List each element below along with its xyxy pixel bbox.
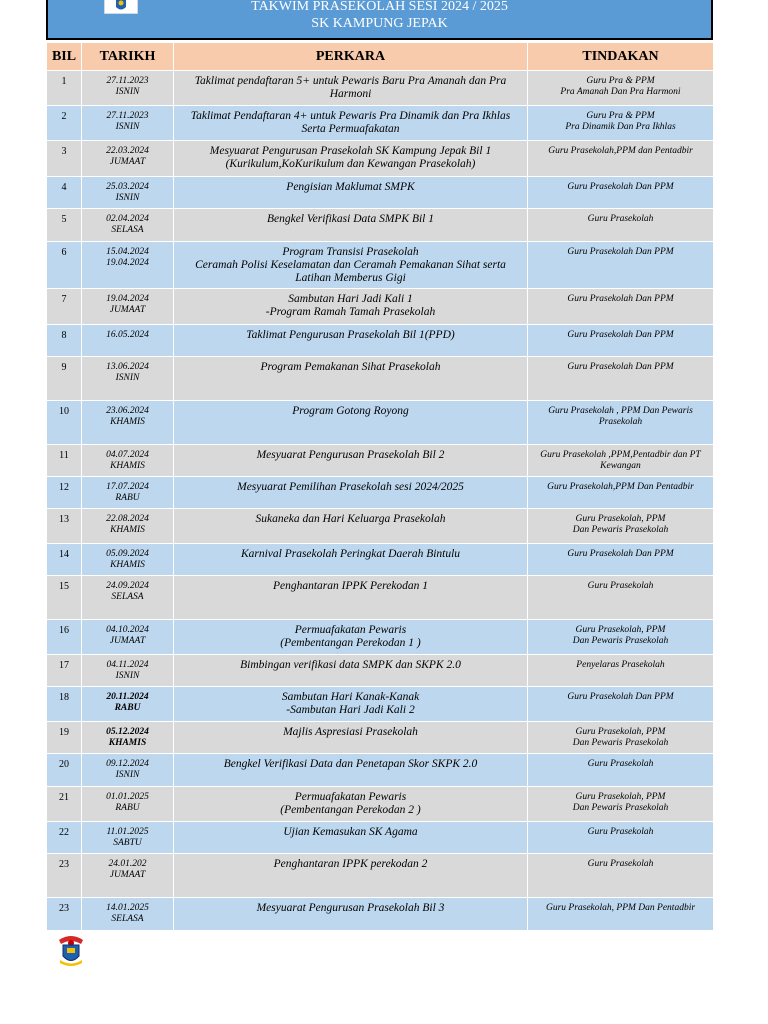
row-perkara-cell bbox=[174, 854, 528, 898]
row-date: 16.05.2024 bbox=[106, 330, 149, 340]
col-header-perkara: PERKARA bbox=[174, 43, 528, 71]
row-number: 8 bbox=[47, 325, 82, 357]
row-date-cell bbox=[82, 71, 174, 106]
row-perkara-line: Program Pemakanan Sihat Prasekolah bbox=[260, 361, 441, 373]
row-number: 17 bbox=[47, 655, 82, 687]
row-perkara-cell bbox=[174, 620, 528, 655]
row-perkara-cell bbox=[174, 722, 528, 754]
row-perkara-line: Penghantaran IPPK perekodan 2 bbox=[273, 858, 428, 870]
row-perkara-line: Sambutan Hari Kanak-Kanak bbox=[281, 691, 420, 703]
row-perkara-line: Ujian Kemasukan SK Agama bbox=[283, 826, 418, 838]
row-tindakan-line: Guru Prasekolah,PPM dan Pentadbir bbox=[548, 146, 693, 156]
row-date-cell bbox=[82, 898, 174, 931]
row-tindakan-line: Guru Prasekolah ,PPM,Pentadbir dan PT bbox=[540, 450, 701, 460]
row-day: KHAMIS bbox=[110, 417, 145, 427]
row-date-cell bbox=[82, 289, 174, 325]
row-day: ISNIN bbox=[115, 770, 140, 780]
row-date: 02.04.2024 bbox=[106, 214, 149, 224]
row-tindakan-cell bbox=[528, 754, 714, 787]
row-perkara-line: Penghantaran IPPK Perekodan 1 bbox=[272, 580, 429, 592]
row-perkara-cell bbox=[174, 754, 528, 787]
row-perkara-cell bbox=[174, 509, 528, 544]
row-perkara-line: Program Gotong Royong bbox=[292, 405, 409, 417]
row-tindakan-line: Dan Pewaris Prasekolah bbox=[572, 525, 669, 535]
table-row bbox=[47, 325, 714, 357]
row-tindakan-cell bbox=[528, 209, 714, 242]
row-tindakan-cell bbox=[528, 401, 714, 445]
row-tindakan-line: Guru Prasekolah, PPM bbox=[575, 514, 666, 524]
row-perkara-cell bbox=[174, 477, 528, 509]
row-number: 23 bbox=[47, 854, 82, 898]
row-perkara-line: Sukaneka dan Hari Keluarga Prasekolah bbox=[255, 513, 446, 525]
row-number: 4 bbox=[47, 177, 82, 209]
row-date-cell bbox=[82, 854, 174, 898]
row-date-cell bbox=[82, 177, 174, 209]
row-tindakan-line: Dan Pewaris Prasekolah bbox=[572, 738, 669, 748]
row-tindakan-cell bbox=[528, 722, 714, 754]
row-tindakan-line: Guru Prasekolah bbox=[587, 759, 654, 769]
row-date-cell bbox=[82, 106, 174, 141]
row-date: 24.01.202 bbox=[108, 859, 147, 869]
row-number: 19 bbox=[47, 722, 82, 754]
row-tindakan-line: Penyelaras Prasekolah bbox=[576, 660, 665, 670]
row-perkara-line: (Pembentangan Perekodan 1 ) bbox=[280, 637, 421, 649]
row-perkara-line: Permuafakatan Pewaris bbox=[294, 791, 407, 803]
row-date-cell bbox=[82, 477, 174, 509]
row-number: 5 bbox=[47, 209, 82, 242]
row-tindakan-line: Guru Prasekolah Dan PPM bbox=[567, 692, 674, 702]
row-tindakan-cell bbox=[528, 242, 714, 289]
table-row bbox=[47, 576, 714, 620]
schedule-table bbox=[46, 42, 714, 931]
row-date: 20.11.2024 bbox=[106, 692, 149, 702]
row-date-cell bbox=[82, 620, 174, 655]
row-tindakan-cell bbox=[528, 576, 714, 620]
row-perkara-cell bbox=[174, 655, 528, 687]
row-perkara-line: Serta Permuafakatan bbox=[301, 123, 400, 135]
row-perkara-cell bbox=[174, 325, 528, 357]
row-tindakan-line: Pra Dinamik Dan Pra Ikhlas bbox=[565, 122, 676, 132]
row-date-cell bbox=[82, 722, 174, 754]
row-perkara-line: Latihan Memberus Gigi bbox=[295, 272, 406, 284]
row-perkara-line: Mesyuarat Pemilihan Prasekolah sesi 2024/2025 bbox=[237, 481, 464, 493]
row-number: 7 bbox=[47, 289, 82, 325]
row-number: 9 bbox=[47, 357, 82, 401]
table-row bbox=[47, 141, 714, 177]
row-date: 27.11.2023 bbox=[106, 76, 149, 86]
row-tindakan-line: Guru Prasekolah Dan PPM bbox=[567, 362, 674, 372]
row-tindakan-cell bbox=[528, 544, 714, 576]
row-perkara-line: Permuafakatan Pewaris bbox=[294, 624, 407, 636]
row-perkara-cell bbox=[174, 357, 528, 401]
col-header-bil: BIL bbox=[47, 43, 82, 71]
row-tindakan-line: Guru Prasekolah, PPM bbox=[575, 792, 666, 802]
row-perkara-cell bbox=[174, 787, 528, 822]
row-tindakan-cell bbox=[528, 687, 714, 722]
table-body bbox=[47, 71, 714, 931]
row-day: RABU bbox=[114, 703, 141, 713]
row-tindakan-cell bbox=[528, 106, 714, 141]
table-row bbox=[47, 209, 714, 242]
row-perkara-line: Karnival Prasekolah Peringkat Daerah Bintulu bbox=[240, 548, 461, 560]
table-row bbox=[47, 289, 714, 325]
row-tindakan-cell bbox=[528, 325, 714, 357]
row-date-cell bbox=[82, 509, 174, 544]
row-day: SELASA bbox=[111, 225, 144, 235]
row-number: 1 bbox=[47, 71, 82, 106]
row-perkara-line: (Pembentangan Perekodan 2 ) bbox=[280, 804, 421, 816]
row-day: SELASA bbox=[111, 914, 144, 924]
row-tindakan-line: Pra Amanah Dan Pra Harmoni bbox=[560, 87, 681, 97]
row-tindakan-cell bbox=[528, 655, 714, 687]
row-date: 13.06.2024 bbox=[106, 362, 149, 372]
row-tindakan-line: Guru Prasekolah Dan PPM bbox=[567, 549, 674, 559]
row-date-cell bbox=[82, 655, 174, 687]
row-perkara-cell bbox=[174, 242, 528, 289]
row-tindakan-line: Guru Prasekolah, PPM Dan Pentadbir bbox=[545, 903, 696, 913]
table-row bbox=[47, 242, 714, 289]
row-day: JUMAAT bbox=[109, 157, 146, 167]
row-date-cell bbox=[82, 754, 174, 787]
row-date: 04.07.2024 bbox=[106, 450, 149, 460]
row-number: 10 bbox=[47, 401, 82, 445]
table-row bbox=[47, 722, 714, 754]
row-date: 22.03.2024 bbox=[106, 146, 149, 156]
row-day: ISNIN bbox=[115, 87, 140, 97]
row-tindakan-line: Guru Prasekolah, PPM bbox=[575, 625, 666, 635]
row-perkara-cell bbox=[174, 141, 528, 177]
row-date: 04.11.2024 bbox=[106, 660, 149, 670]
row-perkara-line: Program Transisi Prasekolah bbox=[282, 246, 419, 258]
row-number: 12 bbox=[47, 477, 82, 509]
row-date: 15.04.2024 bbox=[106, 247, 149, 257]
row-number: 11 bbox=[47, 445, 82, 477]
row-perkara-line: Mesyuarat Pengurusan Prasekolah Bil 2 bbox=[256, 449, 445, 461]
row-date: 05.09.2024 bbox=[106, 549, 149, 559]
row-number: 16 bbox=[47, 620, 82, 655]
row-perkara-line: Bengkel Verifikasi Data SMPK Bil 1 bbox=[266, 213, 435, 225]
row-date: 19.04.2024 bbox=[106, 294, 149, 304]
row-perkara-line: -Program Ramah Tamah Prasekolah bbox=[265, 306, 436, 318]
row-date: 09.12.2024 bbox=[106, 759, 149, 769]
row-perkara-line: Majlis Aspresiasi Prasekolah bbox=[283, 726, 418, 738]
row-day: KHAMIS bbox=[110, 525, 145, 535]
table-row bbox=[47, 854, 714, 898]
row-date-cell bbox=[82, 787, 174, 822]
row-tindakan-cell bbox=[528, 141, 714, 177]
row-perkara-line: Ceramah Polisi Keselamatan dan Ceramah Pemakanan Sihat serta bbox=[195, 259, 506, 271]
page-subtitle: SK KAMPUNG JEPAK bbox=[311, 16, 448, 31]
row-perkara-cell bbox=[174, 544, 528, 576]
row-number: 15 bbox=[47, 576, 82, 620]
row-number: 23 bbox=[47, 898, 82, 931]
row-date-cell bbox=[82, 357, 174, 401]
row-tindakan-cell bbox=[528, 898, 714, 931]
row-date: 01.01.2025 bbox=[106, 792, 149, 802]
row-date: 24.09.2024 bbox=[106, 581, 149, 591]
row-number: 2 bbox=[47, 106, 82, 141]
row-day: 19.04.2024 bbox=[106, 258, 149, 268]
row-tindakan-line: Guru Prasekolah bbox=[587, 214, 654, 224]
row-perkara-cell bbox=[174, 576, 528, 620]
table-row bbox=[47, 445, 714, 477]
row-number: 6 bbox=[47, 242, 82, 289]
row-tindakan-line: Prasekolah bbox=[598, 417, 643, 427]
row-number: 3 bbox=[47, 141, 82, 177]
row-perkara-line: Taklimat pendaftaran 5+ untuk Pewaris Baru Pra Amanah dan Pra bbox=[194, 75, 507, 87]
row-tindakan-line: Dan Pewaris Prasekolah bbox=[572, 636, 669, 646]
row-tindakan-line: Guru Prasekolah bbox=[587, 827, 654, 837]
row-tindakan-line: Guru Prasekolah Dan PPM bbox=[567, 182, 674, 192]
row-number: 21 bbox=[47, 787, 82, 822]
table-row bbox=[47, 357, 714, 401]
row-date: 27.11.2023 bbox=[106, 111, 149, 121]
row-perkara-line: Bimbingan verifikasi data SMPK dan SKPK 2.0 bbox=[240, 659, 461, 671]
table-row bbox=[47, 898, 714, 931]
row-perkara-cell bbox=[174, 687, 528, 722]
row-day: KHAMIS bbox=[108, 738, 147, 748]
row-tindakan-line: Guru Prasekolah, PPM bbox=[575, 727, 666, 737]
row-date: 25.03.2024 bbox=[106, 182, 149, 192]
row-perkara-cell bbox=[174, 401, 528, 445]
row-tindakan-cell bbox=[528, 620, 714, 655]
row-tindakan-cell bbox=[528, 357, 714, 401]
table-row bbox=[47, 477, 714, 509]
row-day: JUMAAT bbox=[109, 636, 146, 646]
table-row bbox=[47, 687, 714, 722]
row-date-cell bbox=[82, 445, 174, 477]
row-perkara-cell bbox=[174, 209, 528, 242]
row-tindakan-cell bbox=[528, 445, 714, 477]
row-tindakan-line: Guru Prasekolah bbox=[587, 859, 654, 869]
row-date: 05.12.2024 bbox=[106, 727, 149, 737]
table-row bbox=[47, 822, 714, 854]
row-perkara-cell bbox=[174, 898, 528, 931]
row-day: JUMAAT bbox=[109, 870, 146, 880]
row-perkara-cell bbox=[174, 289, 528, 325]
row-tindakan-line: Guru Prasekolah bbox=[587, 581, 654, 591]
row-tindakan-cell bbox=[528, 477, 714, 509]
row-tindakan-line: Guru Prasekolah , PPM Dan Pewaris bbox=[548, 406, 693, 416]
row-number: 20 bbox=[47, 754, 82, 787]
col-header-tindakan: TINDAKAN bbox=[528, 43, 714, 71]
row-date-cell bbox=[82, 401, 174, 445]
page-title: TAKWIM PRASEKOLAH SESI 2024 / 2025 bbox=[251, 0, 508, 14]
row-date: 11.01.2025 bbox=[106, 827, 149, 837]
table-row bbox=[47, 544, 714, 576]
table-row bbox=[47, 401, 714, 445]
row-perkara-line: Mesyuarat Pengurusan Prasekolah Bil 3 bbox=[256, 902, 445, 914]
row-date-cell bbox=[82, 576, 174, 620]
row-perkara-cell bbox=[174, 177, 528, 209]
row-perkara-cell bbox=[174, 106, 528, 141]
table-header-row bbox=[47, 43, 714, 71]
row-perkara-line: Bengkel Verifikasi Data dan Penetapan Skor SKPK 2.0 bbox=[223, 758, 478, 770]
row-day: KHAMIS bbox=[110, 560, 145, 570]
row-day: JUMAAT bbox=[109, 305, 146, 315]
title-banner bbox=[46, 0, 713, 40]
row-date: 14.01.2025 bbox=[106, 903, 149, 913]
row-date-cell bbox=[82, 242, 174, 289]
table-row bbox=[47, 754, 714, 787]
table-row bbox=[47, 106, 714, 141]
table-row bbox=[47, 620, 714, 655]
row-day: ISNIN bbox=[115, 122, 140, 132]
row-tindakan-line: Guru Prasekolah Dan PPM bbox=[567, 330, 674, 340]
row-tindakan-cell bbox=[528, 509, 714, 544]
row-number: 14 bbox=[47, 544, 82, 576]
col-header-tarikh: TARIKH bbox=[82, 43, 174, 71]
row-day: ISNIN bbox=[115, 671, 140, 681]
row-perkara-line: Harmoni bbox=[329, 88, 372, 100]
row-perkara-line: Taklimat Pengurusan Prasekolah Bil 1(PPD) bbox=[246, 329, 455, 341]
row-perkara-cell bbox=[174, 71, 528, 106]
row-tindakan-line: Guru Pra & PPM bbox=[586, 76, 655, 86]
row-date: 23.06.2024 bbox=[106, 406, 149, 416]
row-day: RABU bbox=[115, 493, 140, 503]
row-number: 13 bbox=[47, 509, 82, 544]
row-perkara-cell bbox=[174, 822, 528, 854]
row-day: SELASA bbox=[111, 592, 144, 602]
row-tindakan-line: Dan Pewaris Prasekolah bbox=[572, 803, 669, 813]
row-tindakan-line: Guru Prasekolah,PPM Dan Pentadbir bbox=[547, 482, 694, 492]
row-tindakan-line: Guru Pra & PPM bbox=[586, 111, 655, 121]
row-perkara-line: Pengisian Maklumat SMPK bbox=[286, 181, 415, 193]
row-date-cell bbox=[82, 687, 174, 722]
row-tindakan-cell bbox=[528, 787, 714, 822]
row-date: 04.10.2024 bbox=[106, 625, 149, 635]
school-crest-icon bbox=[55, 934, 87, 968]
table-row bbox=[47, 787, 714, 822]
row-perkara-cell bbox=[174, 445, 528, 477]
row-tindakan-line: Kewangan bbox=[600, 461, 641, 471]
row-number: 18 bbox=[47, 687, 82, 722]
row-date-cell bbox=[82, 325, 174, 357]
row-date-cell bbox=[82, 544, 174, 576]
row-date-cell bbox=[82, 209, 174, 242]
row-day: RABU bbox=[115, 803, 140, 813]
table-row bbox=[47, 177, 714, 209]
row-date-cell bbox=[82, 822, 174, 854]
row-day: SABTU bbox=[113, 838, 142, 848]
row-tindakan-cell bbox=[528, 854, 714, 898]
row-perkara-line: (Kurikulum,KoKurikulum dan Kewangan Prasekolah) bbox=[225, 158, 476, 170]
row-tindakan-cell bbox=[528, 822, 714, 854]
row-tindakan-line: Guru Prasekolah Dan PPM bbox=[567, 294, 674, 304]
row-day: KHAMIS bbox=[110, 461, 145, 471]
table-row bbox=[47, 509, 714, 544]
row-tindakan-cell bbox=[528, 177, 714, 209]
row-date-cell bbox=[82, 141, 174, 177]
row-perkara-line: Mesyuarat Pengurusan Prasekolah SK Kampung Jepak Bil 1 bbox=[209, 145, 492, 157]
row-date: 22.08.2024 bbox=[106, 514, 149, 524]
row-number: 22 bbox=[47, 822, 82, 854]
row-date: 17.07.2024 bbox=[106, 482, 149, 492]
row-day: ISNIN bbox=[115, 373, 140, 383]
row-perkara-line: Sambutan Hari Jadi Kali 1 bbox=[288, 293, 413, 305]
row-tindakan-cell bbox=[528, 71, 714, 106]
row-day: ISNIN bbox=[115, 193, 140, 203]
table-row bbox=[47, 71, 714, 106]
table-row bbox=[47, 655, 714, 687]
row-tindakan-line: Guru Prasekolah Dan PPM bbox=[567, 247, 674, 257]
row-perkara-line: -Sambutan Hari Jadi Kali 2 bbox=[286, 704, 415, 716]
row-perkara-line: Taklimat Pendaftaran 4+ untuk Pewaris Pra Dinamik dan Pra Ikhlas bbox=[190, 110, 511, 122]
row-tindakan-cell bbox=[528, 289, 714, 325]
